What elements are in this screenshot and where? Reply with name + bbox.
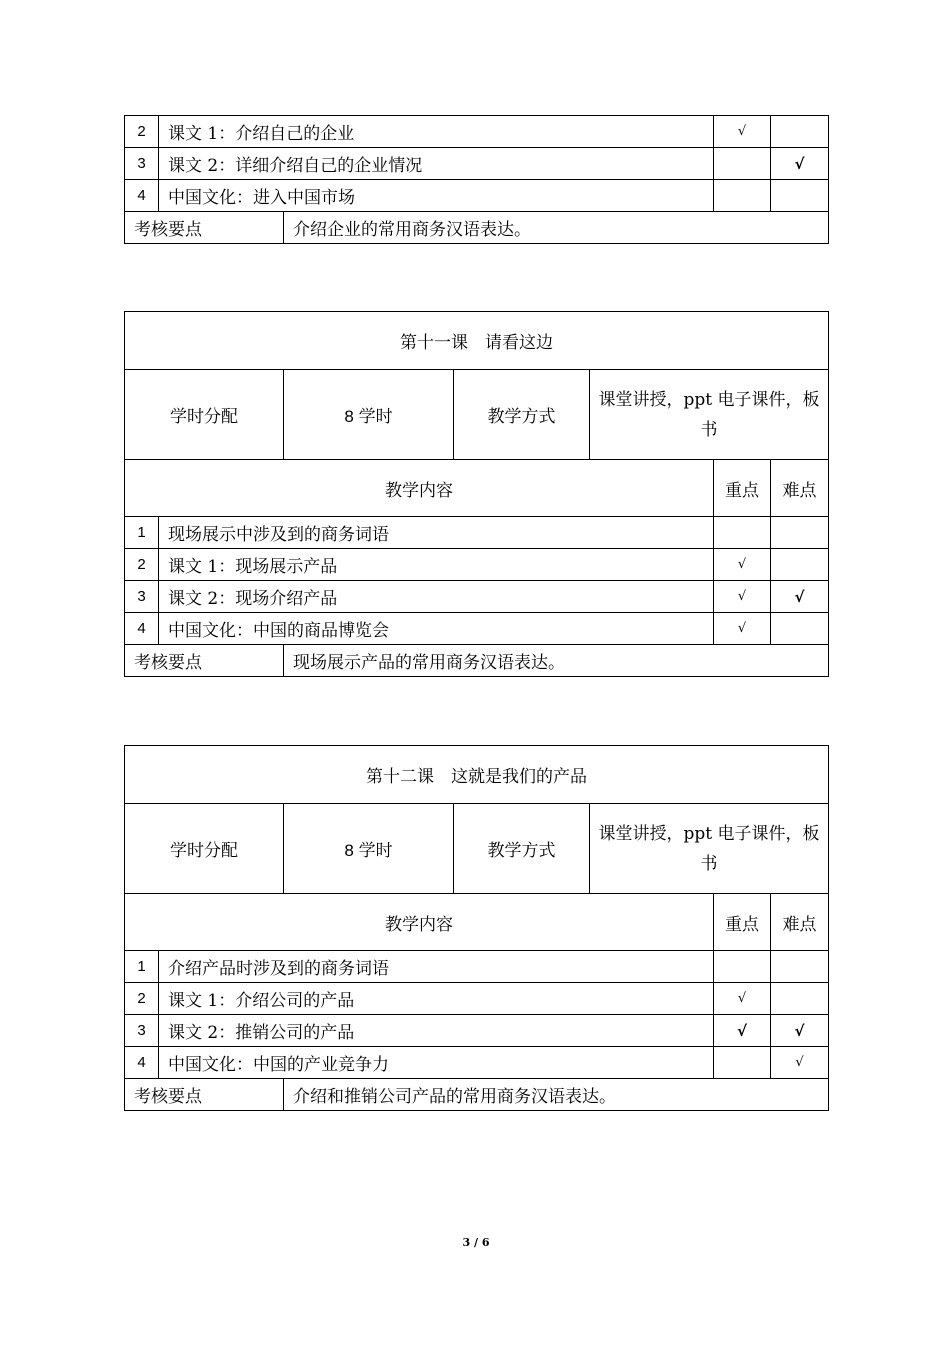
key-point-check: √ xyxy=(714,116,771,148)
key-point-check xyxy=(714,517,771,549)
lesson-title: 第十一课 请看这边 xyxy=(125,312,829,370)
row-content: 课文 2：详细介绍自己的企业情况 xyxy=(159,148,714,180)
difficulty-check: √ xyxy=(771,1047,829,1079)
row-content: 介绍产品时涉及到的商务词语 xyxy=(159,951,714,983)
key-point-check: √ xyxy=(714,613,771,645)
key-point-check xyxy=(714,148,771,180)
hours-label: 学时分配 xyxy=(125,370,284,460)
row-number: 4 xyxy=(125,613,159,645)
row-content: 中国文化：进入中国市场 xyxy=(159,180,714,212)
hours-value: 8 学时 xyxy=(284,804,454,894)
method-value: 课堂讲授，ppt 电子课件，板书 xyxy=(590,804,829,894)
hours-label: 学时分配 xyxy=(125,804,284,894)
table-row xyxy=(125,549,829,581)
assessment-row xyxy=(125,212,829,244)
lesson10-table-continued xyxy=(124,115,829,244)
lesson11-table xyxy=(124,311,829,677)
assessment-row xyxy=(125,645,829,677)
row-content: 现场展示中涉及到的商务词语 xyxy=(159,517,714,549)
row-content: 课文 1：现场展示产品 xyxy=(159,549,714,581)
key-point-header: 重点 xyxy=(714,460,771,517)
row-number: 2 xyxy=(125,549,159,581)
key-point-check: √ xyxy=(714,983,771,1015)
table-row xyxy=(125,116,829,148)
table-row xyxy=(125,613,829,645)
assessment-text: 介绍和推销公司产品的常用商务汉语表达。 xyxy=(284,1079,829,1111)
page-number: 3 / 6 xyxy=(462,1236,490,1249)
difficulty-check: √ xyxy=(771,1015,829,1047)
key-point-check xyxy=(714,180,771,212)
hours-value: 8 学时 xyxy=(284,370,454,460)
key-point-check: √ xyxy=(714,1015,771,1047)
lesson-title: 第十二课 这就是我们的产品 xyxy=(125,746,829,804)
difficulty-header: 难点 xyxy=(771,894,829,951)
difficulty-check xyxy=(771,613,829,645)
key-point-check: √ xyxy=(714,549,771,581)
row-content: 课文 2：现场介绍产品 xyxy=(159,581,714,613)
lesson12-table xyxy=(124,745,829,1111)
assessment-text: 介绍企业的常用商务汉语表达。 xyxy=(284,212,829,244)
row-content: 中国文化：中国的产业竞争力 xyxy=(159,1047,714,1079)
table-row xyxy=(125,180,829,212)
table-row xyxy=(125,581,829,613)
row-content: 课文 2：推销公司的产品 xyxy=(159,1015,714,1047)
difficulty-check: √ xyxy=(771,581,829,613)
assessment-label: 考核要点 xyxy=(125,212,284,244)
row-number: 3 xyxy=(125,1015,159,1047)
table-row xyxy=(125,951,829,983)
difficulty-check xyxy=(771,517,829,549)
method-value: 课堂讲授，ppt 电子课件，板书 xyxy=(590,370,829,460)
row-content: 课文 1：介绍自己的企业 xyxy=(159,116,714,148)
difficulty-check xyxy=(771,983,829,1015)
content-header: 教学内容 xyxy=(125,894,714,951)
row-number: 3 xyxy=(125,148,159,180)
table-row xyxy=(125,1047,829,1079)
difficulty-check xyxy=(771,180,829,212)
key-point-header: 重点 xyxy=(714,894,771,951)
difficulty-check xyxy=(771,951,829,983)
difficulty-header: 难点 xyxy=(771,460,829,517)
content-header: 教学内容 xyxy=(125,460,714,517)
row-number: 1 xyxy=(125,517,159,549)
row-number: 3 xyxy=(125,581,159,613)
row-number: 4 xyxy=(125,1047,159,1079)
table-row xyxy=(125,148,829,180)
difficulty-check: √ xyxy=(771,148,829,180)
method-label: 教学方式 xyxy=(454,804,590,894)
table-row xyxy=(125,517,829,549)
key-point-check xyxy=(714,951,771,983)
key-point-check xyxy=(714,1047,771,1079)
assessment-text: 现场展示产品的常用商务汉语表达。 xyxy=(284,645,829,677)
table-row xyxy=(125,983,829,1015)
row-number: 1 xyxy=(125,951,159,983)
row-number: 2 xyxy=(125,983,159,1015)
difficulty-check xyxy=(771,116,829,148)
row-number: 2 xyxy=(125,116,159,148)
assessment-label: 考核要点 xyxy=(125,1079,284,1111)
key-point-check: √ xyxy=(714,581,771,613)
method-label: 教学方式 xyxy=(454,370,590,460)
difficulty-check xyxy=(771,549,829,581)
row-content: 课文 1：介绍公司的产品 xyxy=(159,983,714,1015)
assessment-label: 考核要点 xyxy=(125,645,284,677)
assessment-row xyxy=(125,1079,829,1111)
row-content: 中国文化：中国的商品博览会 xyxy=(159,613,714,645)
row-number: 4 xyxy=(125,180,159,212)
table-row xyxy=(125,1015,829,1047)
